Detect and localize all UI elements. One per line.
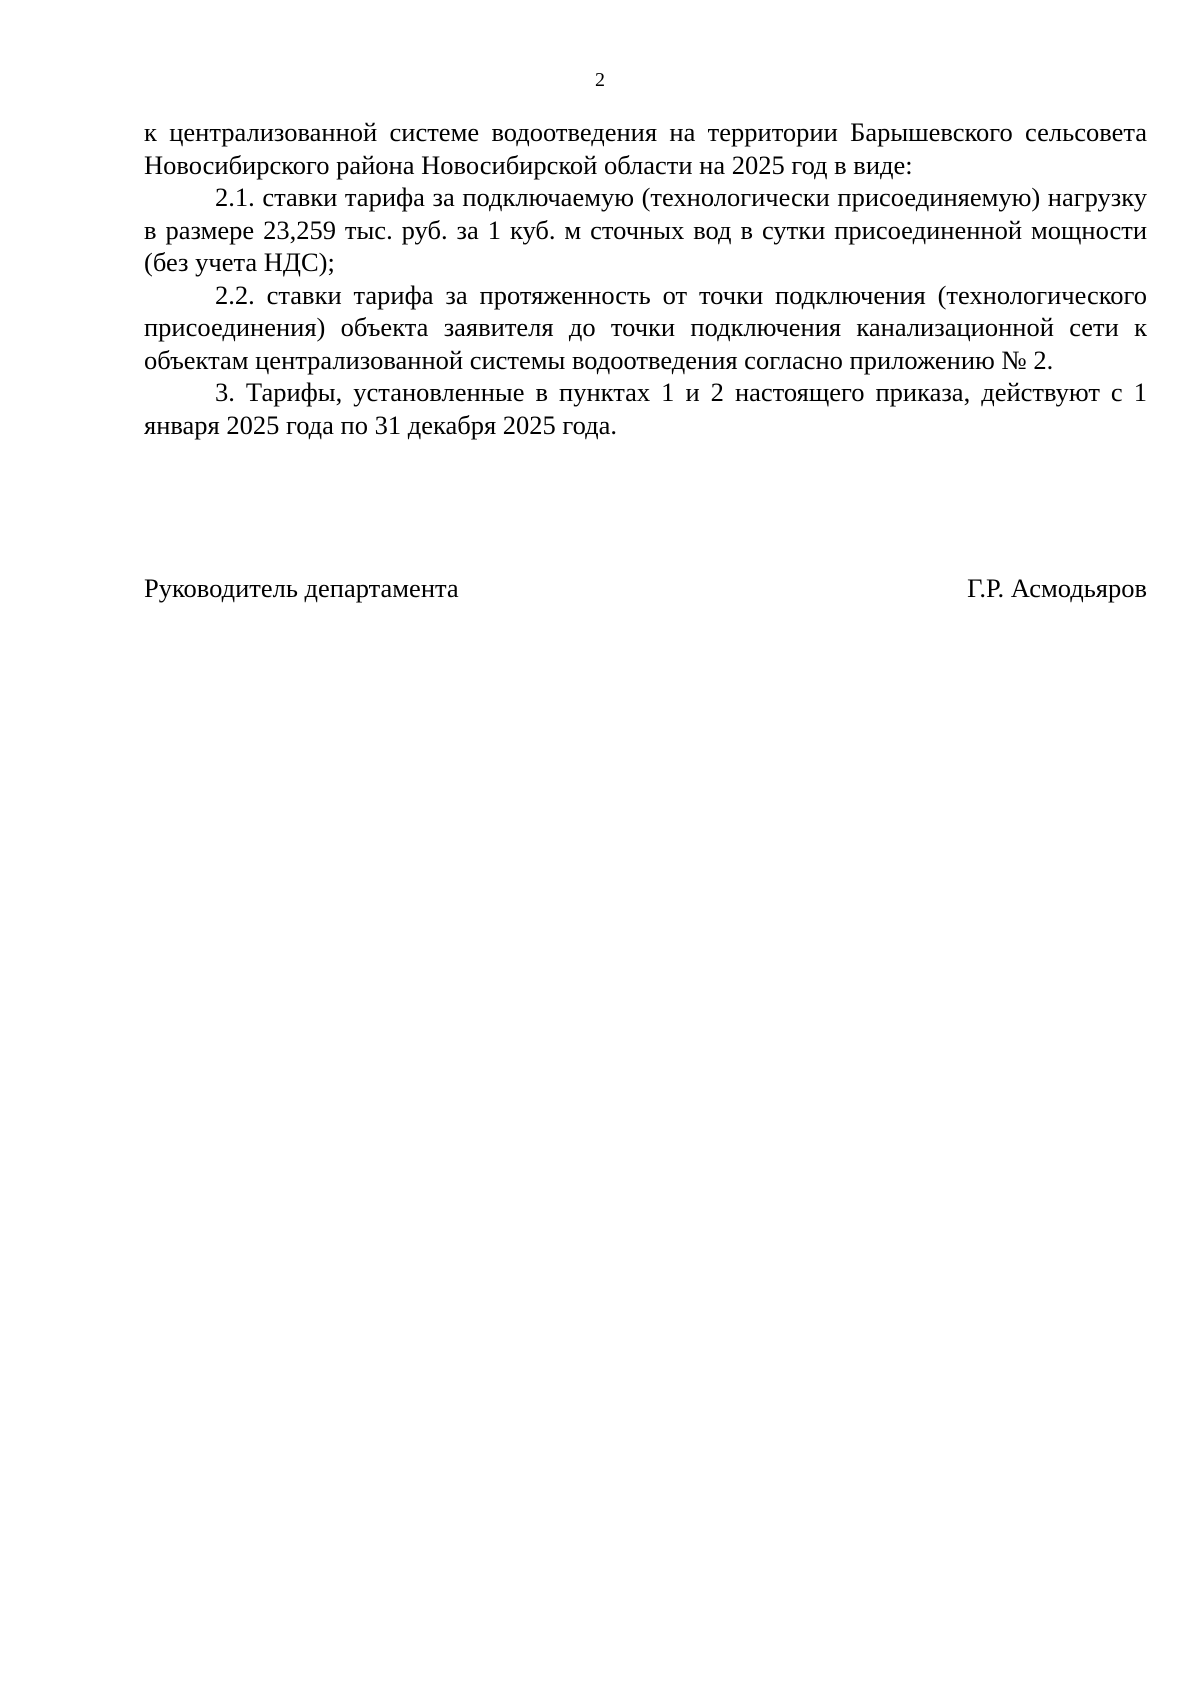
paragraph-item-2-2: 2.2. ставки тарифа за протяженность от точки подключения (технологического присоединения) объекта заявителя до точки подключения канализационной сети к объектам централизованной системы водоотведения согласно приложению № 2.	[144, 279, 1147, 375]
paragraph-item-3: 3. Тарифы, установленные в пунктах 1 и 2 настоящего приказа, действуют с 1 января 2025 года по 31 декабря 2025 года.	[144, 377, 1147, 440]
paragraph-item-2-1: 2.1. ставки тарифа за подключаемую (технологически присоединяемую) нагрузку в размере 23,259 тыс. руб. за 1 куб. м сточных вод в сутки присоединенной мощности (без учета НДС);	[144, 182, 1147, 277]
signatory-position: Руководитель департамента	[144, 573, 459, 603]
document-body	[144, 116, 1147, 441]
page-number: 2	[595, 69, 605, 91]
signature-block	[144, 572, 1147, 605]
paragraph-continuation: к централизованной системе водоотведения на территории Барышевского сельсовета Новосибирского района Новосибирской области на 2025 год в виде:	[144, 117, 1147, 180]
signatory-name: Г.Р. Асмодьяров	[967, 573, 1147, 603]
